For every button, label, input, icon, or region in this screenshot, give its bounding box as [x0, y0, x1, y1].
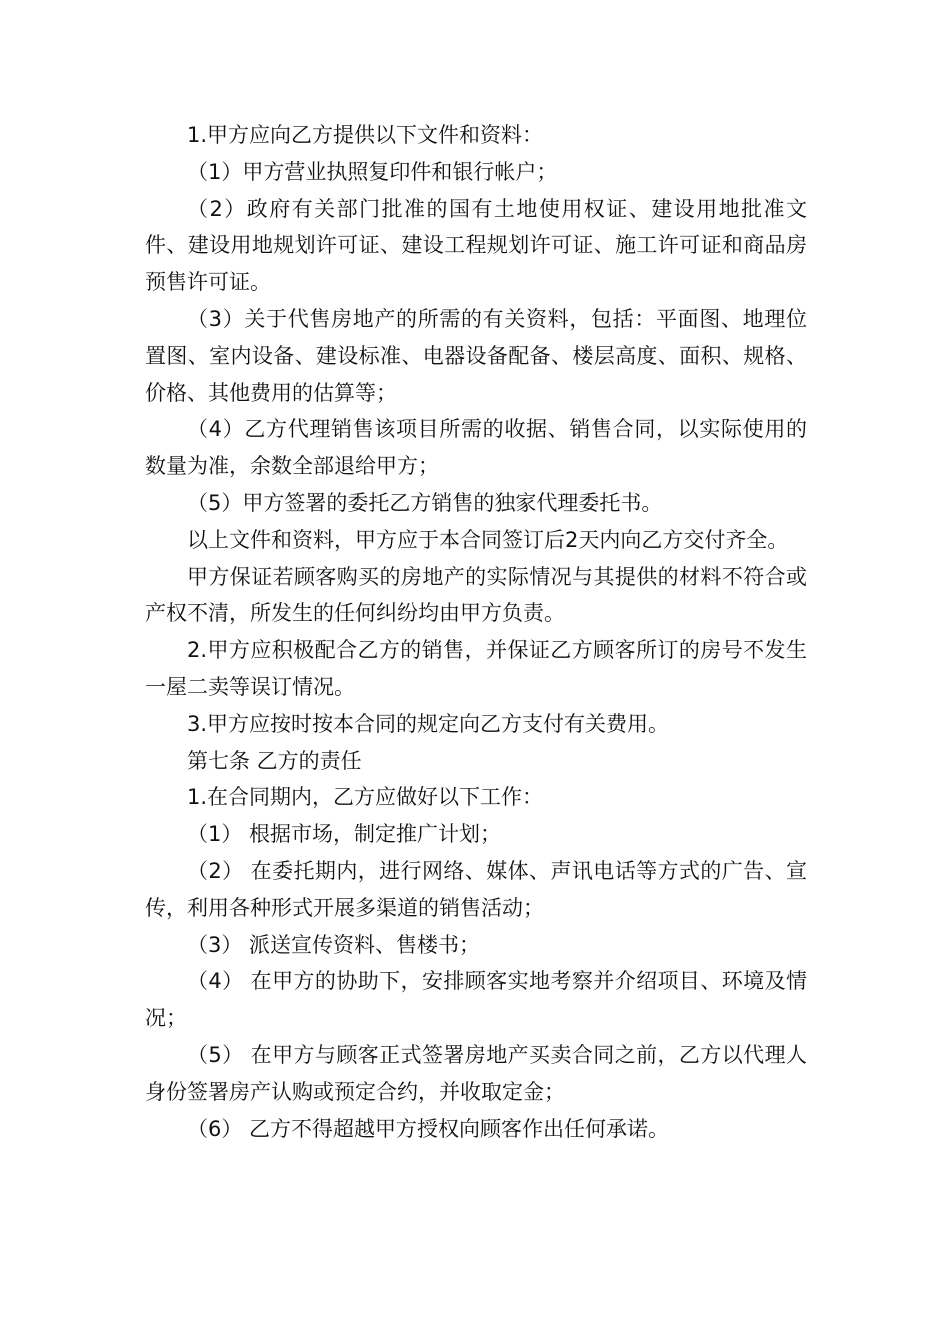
section-heading: 第七条 乙方的责任	[187, 748, 362, 773]
paragraph-6: （5）甲方签署的委托乙方销售的独家代理委托书。	[187, 490, 663, 515]
paragraph-2: （1）甲方营业执照复印件和银行帐户；	[187, 159, 558, 184]
paragraph-9: 2.甲方应积极配合乙方的销售，并保证乙方顾客所订的房号不发生一屋二卖等误订情况。	[145, 638, 807, 699]
paragraph-4: （3）关于代售房地产的所需的有关资料，包括：平面图、地理位置图、室内设备、建设标准、电器设备配备、楼层高度、面积、规格、价格、其他费用的估算等；	[145, 306, 807, 405]
document-body	[145, 117, 807, 1147]
paragraph-8: 甲方保证若顾客购买的房地产的实际情况与其提供的材料不符合或产权不清，所发生的任何纠纷均由甲方负责。	[145, 564, 807, 626]
paragraph-18: （6） 乙方不得超越甲方授权向顾客作出任何承诺。	[187, 1116, 670, 1141]
paragraph-15: （3） 派送宣传资料、售楼书；	[187, 932, 481, 957]
paragraph-10: 3.甲方应按时按本合同的规定向乙方支付有关费用。	[187, 711, 670, 736]
paragraph-16: （4） 在甲方的协助下，安排顾客实地考察并介绍项目、环境及情况；	[145, 969, 807, 1031]
paragraph-3: （2）政府有关部门批准的国有土地使用权证、建设用地批准文件、建设用地规划许可证、建设工程规划许可证、施工许可证和商品房预售许可证。	[145, 196, 807, 295]
paragraph-12: 1.在合同期内，乙方应做好以下工作：	[187, 785, 544, 810]
paragraph-14: （2） 在委托期内，进行网络、媒体、声讯电话等方式的广告、宣传，利用各种形式开展多渠道的销售活动；	[145, 858, 807, 920]
paragraph-1: 1.甲方应向乙方提供以下文件和资料：	[187, 123, 544, 147]
paragraph-5: （4）乙方代理销售该项目所需的收据、销售合同，以实际使用的数量为准，余数全部退给甲方；	[145, 417, 807, 479]
paragraph-17: （5） 在甲方与顾客正式签署房地产买卖合同之前，乙方以代理人身份签署房产认购或预定合约，并收取定金；	[145, 1042, 807, 1104]
paragraph-7: 以上文件和资料，甲方应于本合同签订后2天内向乙方交付齐全。	[187, 527, 789, 552]
paragraph-13: （1） 根据市场，制定推广计划；	[187, 822, 502, 847]
